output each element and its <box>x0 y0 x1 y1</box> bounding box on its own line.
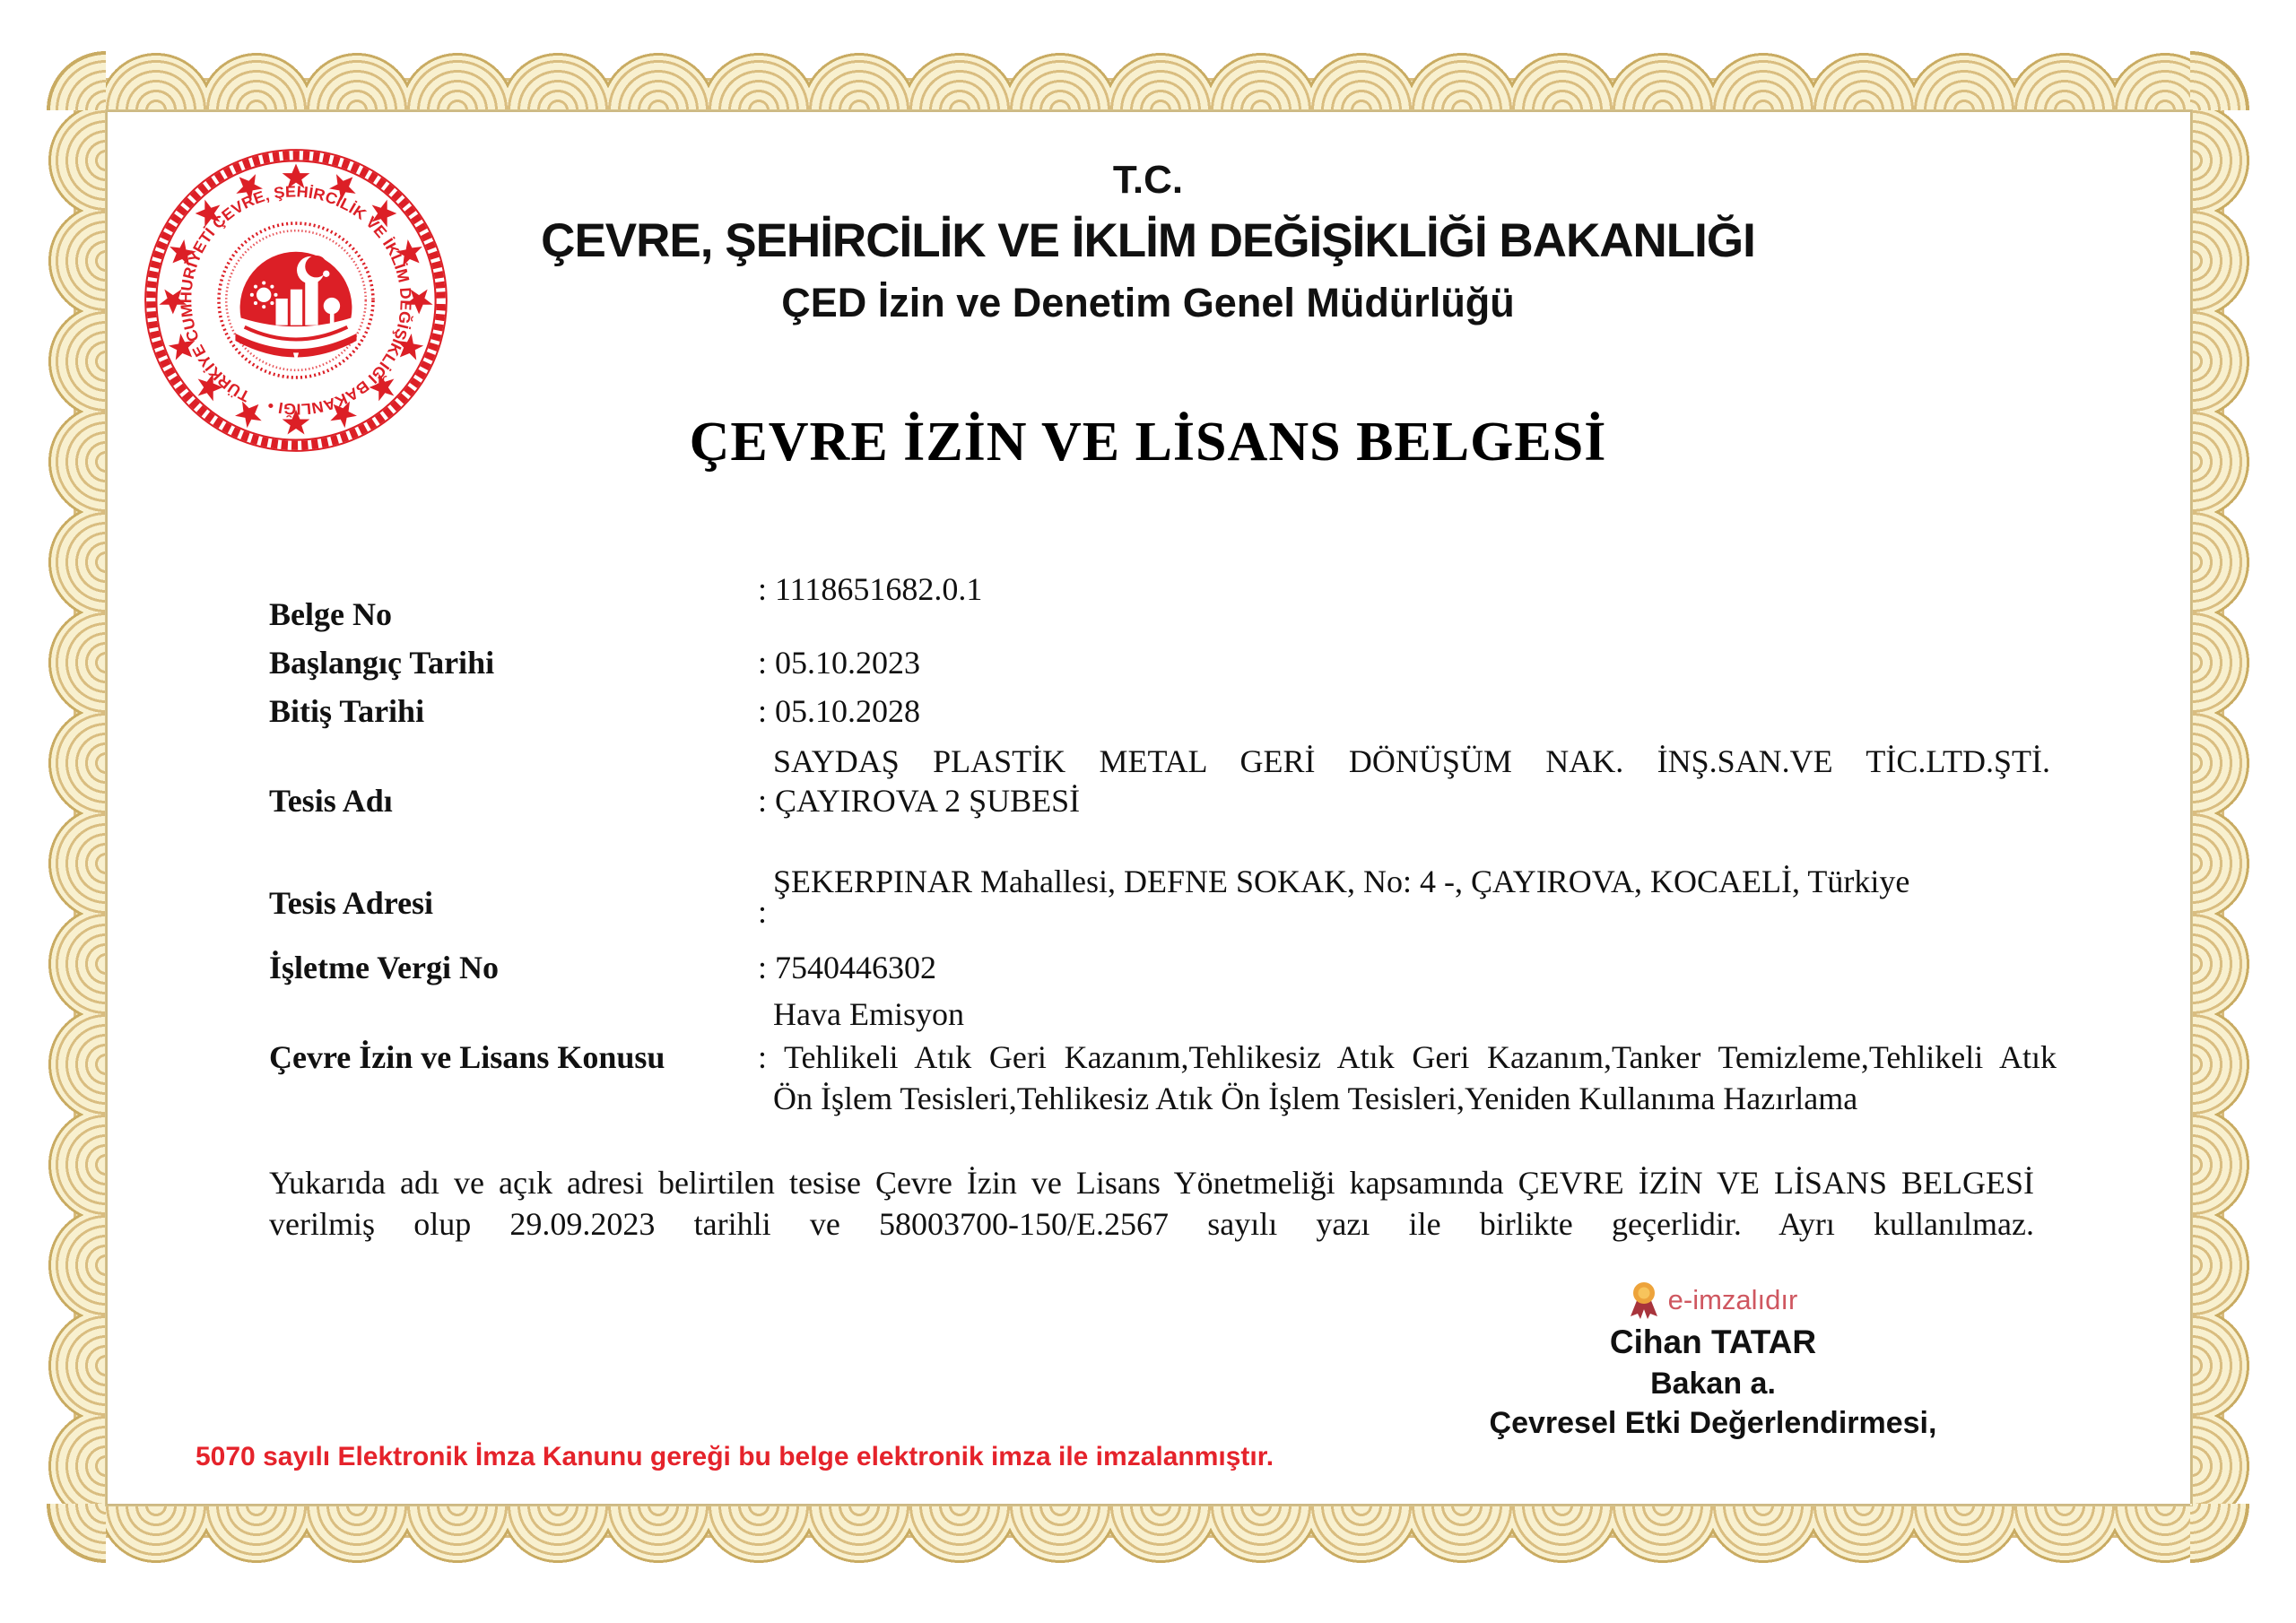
border-corner-top-left <box>45 49 106 110</box>
signer-title-line1: Bakan a. <box>1650 1367 1776 1401</box>
field-tesis-adresi-label: Tesis Adresi <box>269 885 434 921</box>
field-konu-value-line1: Hava Emisyon <box>773 996 964 1032</box>
field-bitis-label: Bitiş Tarihi <box>269 693 425 729</box>
border-bottom <box>106 1504 2190 1567</box>
esign-row <box>1372 1280 2054 1320</box>
header-tc: T.C. <box>1112 158 1184 202</box>
esign-label: e-imzalıdır <box>1667 1284 1798 1315</box>
validity-paragraph: Yukarıda adı ve açık adresi belirtilen tesise Çevre İzin ve Lisans Yönetmeliği kapsamında ÇEVRE İZİN VE LİSANS BELGESİ verilmiş olup 29.09.2023 tarihli ve 58003700-150/E.2567 sayılı yazı ile birlikte geçerlidir. Ayrı kullanılmaz. <box>269 1165 2034 1242</box>
header-ministry: ÇEVRE, ŞEHİRCİLİK VE İKLİM DEĞİŞİKLİĞİ BAKANLIĞI <box>541 214 1755 267</box>
field-konu-value-line2: : Tehlikeli Atık Geri Kazanım,Tehlikesiz Atık Geri Kazanım,Tanker Temizleme,Tehlikeli Atık <box>758 1039 2057 1075</box>
field-tesis-adi-value-line2: : ÇAYIROVA 2 ŞUBESİ <box>758 783 1081 819</box>
field-belge-no-label: Belge No <box>269 596 392 632</box>
field-tesis-adi-value-line1: SAYDAŞ PLASTİK METAL GERİ DÖNÜŞÜM NAK. İNŞ.SAN.VE TİC.LTD.ŞTİ. <box>773 743 2050 779</box>
seal-ring-text: TÜRKİYE CUMHURİYETİ ÇEVRE, ŞEHİRCİLİK VE İKLİM DEĞİŞİKLİĞİ BAKANLIĞI • <box>177 182 415 419</box>
field-bitis-value: : 05.10.2028 <box>758 693 921 729</box>
border-top <box>106 49 2190 112</box>
field-tesis-adresi-value: ŞEKERPINAR Mahallesi, DEFNE SOKAK, No: 4 -, ÇAYIROVA, KOCAELİ, Türkiye <box>773 864 1910 899</box>
esign-legal-notice: 5070 sayılı Elektronik İmza Kanunu gereği bu belge elektronik imza ile imzalanmıştır. <box>196 1442 1274 1471</box>
border-corner-top-right <box>2190 49 2251 110</box>
field-baslangic-label: Başlangıç Tarihi <box>269 645 495 681</box>
document-title: ÇEVRE İZİN VE LİSANS BELGESİ <box>689 412 1607 473</box>
border-corner-bottom-left <box>45 1504 106 1565</box>
field-tesis-adi-label: Tesis Adı <box>269 783 393 819</box>
field-belge-no-value: : 1118651682.0.1 <box>758 571 983 607</box>
field-konu-value-line3: Ön İşlem Tesisleri,Tehlikesiz Atık Ön İşlem Tesisleri,Yeniden Kullanıma Hazırlama <box>773 1081 1858 1116</box>
field-konu-label: Çevre İzin ve Lisans Konusu <box>269 1039 665 1075</box>
field-vergi-no-value: : 7540446302 <box>758 950 937 985</box>
signer-title-line2: Çevresel Etki Değerlendirmesi, <box>1489 1406 1937 1440</box>
field-baslangic-value: : 05.10.2023 <box>758 645 921 681</box>
border-corner-bottom-right <box>2190 1504 2251 1565</box>
header-directorate: ÇED İzin ve Denetim Genel Müdürlüğü <box>781 280 1515 325</box>
esign-ribbon-icon <box>1629 1280 1659 1320</box>
signer-name: Cihan TATAR <box>1609 1324 1817 1360</box>
field-tesis-adresi-colon: : <box>758 894 768 930</box>
field-vergi-no-label: İşletme Vergi No <box>269 950 499 985</box>
